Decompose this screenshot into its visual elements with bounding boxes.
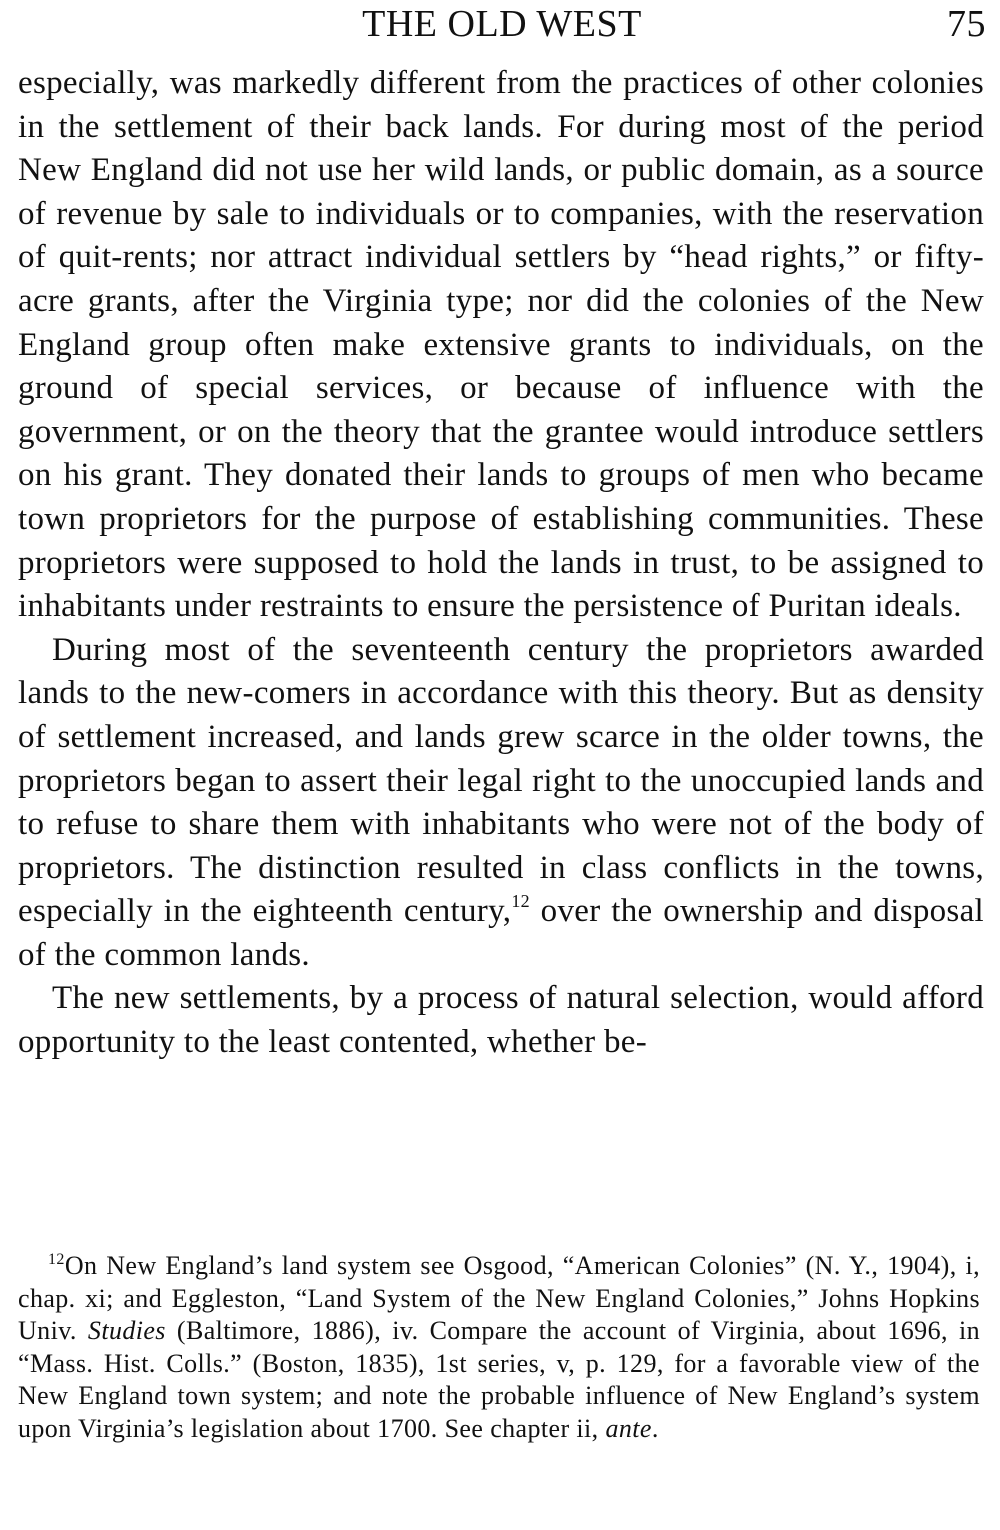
page-header	[18, 2, 986, 46]
footnote-italic-studies: Studies	[87, 1316, 166, 1346]
running-title: THE OLD WEST	[362, 3, 642, 45]
footnote-reference-12: 12	[511, 891, 530, 912]
footnote-text-1: On New England’s land system see Osgood, “American Colonies” (N. Y., 1904), i, chap. xi; and Eggleston, “Land System of the New England Colonies,” Johns Hopkins Univ.	[18, 1251, 980, 1346]
paragraph-3-text: The new settlements, by a process of natural selection, would afford opportunity to the least contented, whether be-	[18, 980, 984, 1061]
page-number: 75	[947, 3, 986, 45]
paragraph-2-text-before-ref: During most of the seventeenth century the proprietors awarded lands to the new-comers in accordance with this theory. But as density of settlement increased, and lands grew scarce in the older towns, the proprietors began to assert their legal right to the unoccupied lands and to refuse to share them with inhabitants who were not of the body of proprietors. The distinction resulted in class conflicts in the towns, especially in the eighteenth century,	[18, 631, 984, 930]
footnote-italic-ante: ante	[605, 1413, 652, 1443]
paragraph-3	[18, 977, 984, 1064]
paragraph-2-text-after-ref: over the ownership and disposal of the common lands.	[18, 893, 984, 973]
footnote-text-3: .	[651, 1413, 659, 1443]
paragraph-1	[18, 62, 984, 629]
paragraph-2	[18, 629, 984, 978]
footnote-number: 12	[48, 1251, 65, 1268]
footnote-text-2: (Baltimore, 1886), iv. Compare the account of Virginia, about 1696, in “Mass. Hist. Colls.” (Boston, 1835), 1st series, v, p. 129, for a favorable view of the New England town system; and note the probable influence of New England’s system upon Virginia’s legislation about 1700. See chapter ii,	[18, 1316, 980, 1443]
paragraph-1-text: especially, was markedly different from the practices of other colonies in the settlement of their back lands. For during most of the period New England did not use her wild lands, or public domain, as a source of revenue by sale to individuals or to companies, with the reservation of quit-rents; nor attract individual settlers by “head rights,” or fifty-acre grants, after the Virginia type; nor did the colonies of the New England group often make extensive grants to individuals, on the ground of special services, or because of influence with the government, or on the theory that the grantee would introduce settlers on his grant. They donated their lands to groups of men who became town proprietors for the purpose of establishing communities. These proprietors were supposed to hold the lands in trust, to be assigned to inhabitants under restraints to ensure the persistence of Puritan ideals.	[18, 65, 984, 625]
body-text	[18, 62, 984, 1065]
footnote-12	[18, 1250, 980, 1446]
